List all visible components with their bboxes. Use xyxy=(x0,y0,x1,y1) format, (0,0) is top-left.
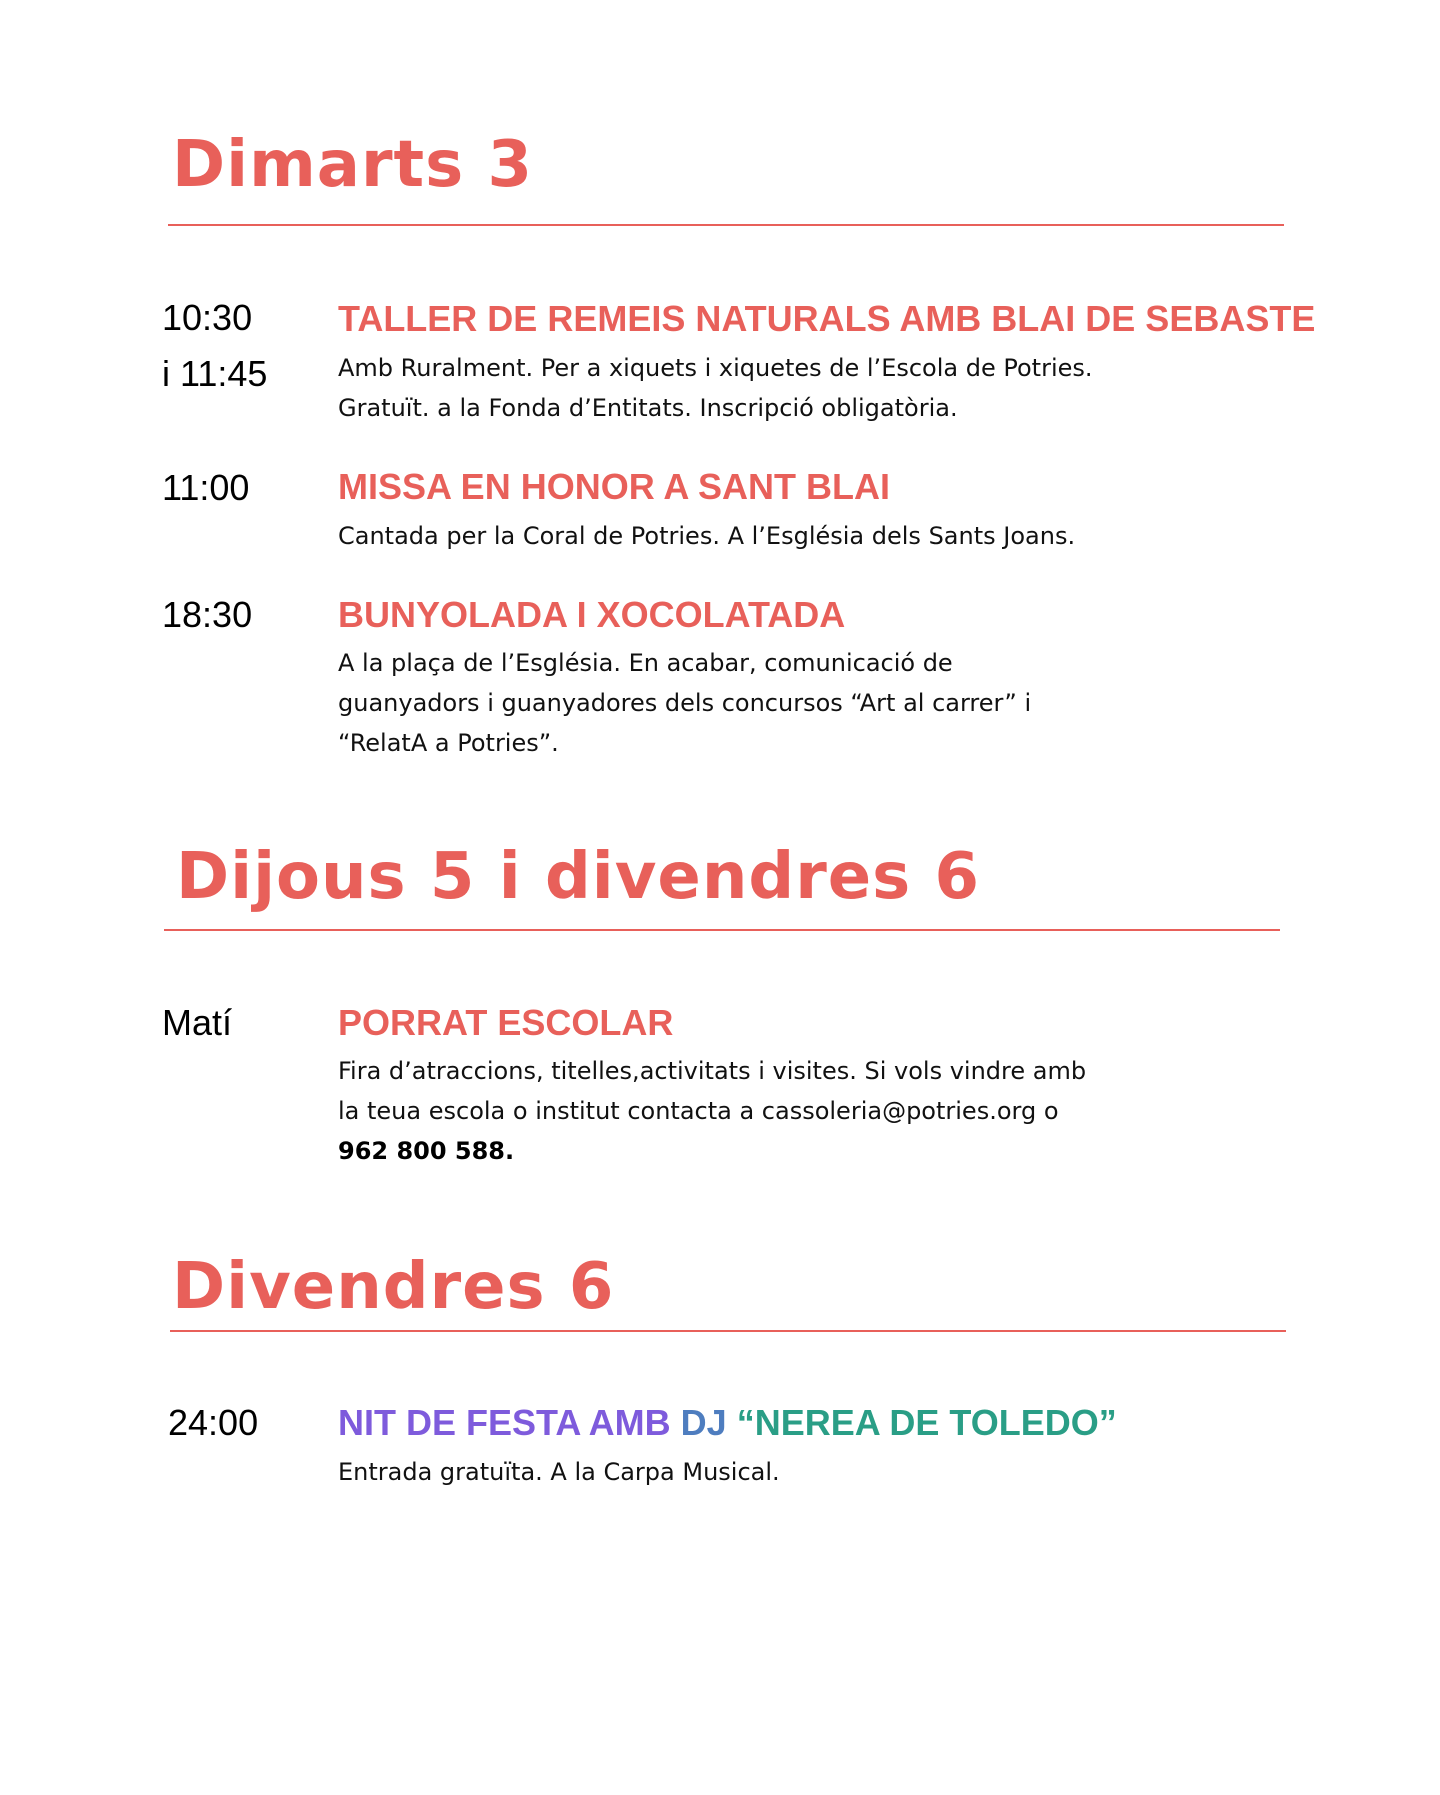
event-time: 18:30 xyxy=(162,594,253,635)
title-part: “NEREA DE TOLEDO” xyxy=(736,1402,1117,1443)
day-title-divendres: Divendres 6 xyxy=(172,1250,615,1324)
event-title: MISSA EN HONOR A SANT BLAI xyxy=(338,466,891,507)
description-line: “RelatA a Potries”. xyxy=(338,729,559,757)
event-title: PORRAT ESCOLAR xyxy=(338,1002,674,1043)
event-time: 11:00 xyxy=(162,467,250,508)
day-divider xyxy=(164,929,1280,931)
event-title: TALLER DE REMEIS NATURALS AMB BLAI DE SEBASTE xyxy=(338,298,1316,339)
event-time: Matí xyxy=(162,1002,233,1043)
event-title xyxy=(338,1401,1117,1445)
day-divider xyxy=(168,224,1284,226)
contact-phone: 962 800 588. xyxy=(338,1137,515,1165)
event-description xyxy=(338,1051,1198,1171)
title-part: DJ xyxy=(680,1402,727,1443)
description-line: guanyadors i guanyadores dels concursos “Art al carrer” i xyxy=(338,689,1032,717)
event-time: 10:30 xyxy=(162,297,253,338)
day-title-dimarts: Dimarts 3 xyxy=(172,128,533,202)
event-description: Cantada per la Coral de Potries. A l’Església dels Sants Joans. xyxy=(338,522,1076,550)
description-line: Amb Ruralment. Per a xiquets i xiquetes de l’Escola de Potries. xyxy=(338,354,1093,382)
event-description xyxy=(338,348,1198,428)
description-line: la teua escola o institut contacta a cassoleria@potries.org o xyxy=(338,1097,1059,1125)
day-title-dijous-divendres: Dijous 5 i divendres 6 xyxy=(176,840,981,914)
event-time: i 11:45 xyxy=(162,353,268,394)
description-line: Fira d’atraccions, titelles,activitats i visites. Si vols vindre amb xyxy=(338,1057,1087,1085)
event-title: BUNYOLADA I XOCOLATADA xyxy=(338,594,846,635)
event-time: 24:00 xyxy=(168,1402,259,1443)
title-part: NIT DE FESTA AMB xyxy=(338,1402,671,1443)
description-line: A la plaça de l’Església. En acabar, comunicació de xyxy=(338,649,953,677)
day-divider xyxy=(170,1330,1286,1332)
event-description: Entrada gratuïta. A la Carpa Musical. xyxy=(338,1458,780,1486)
event-description xyxy=(338,643,1198,763)
description-line: Gratuït. a la Fonda d’Entitats. Inscripció obligatòria. xyxy=(338,394,958,422)
